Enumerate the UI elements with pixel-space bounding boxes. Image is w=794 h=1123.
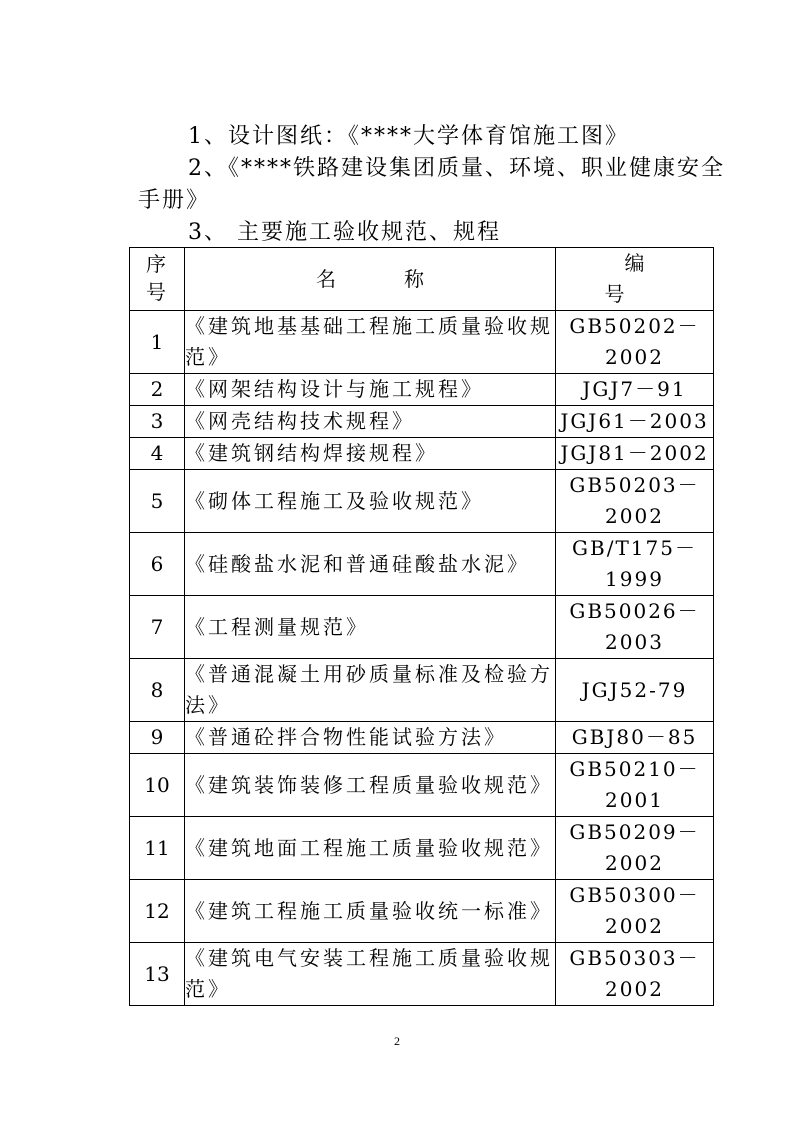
row-code: JGJ61－2003 <box>556 406 714 438</box>
row-name: 《建筑地基基础工程施工质量验收规范》 <box>185 311 556 374</box>
intro-line-1: 1、设计图纸：《****大学体育馆施工图》 <box>188 124 629 149</box>
table-row <box>130 470 714 533</box>
row-no: 2 <box>130 374 185 406</box>
row-no: 4 <box>130 438 185 470</box>
standards-table <box>129 247 714 1006</box>
row-code: GB50210－ 2001 <box>556 754 714 817</box>
intro-line-3: 3、 主要施工验收规范、规程 <box>188 220 501 245</box>
table-row <box>130 438 714 470</box>
table-row <box>130 374 714 406</box>
row-no: 7 <box>130 596 185 659</box>
table-row <box>130 659 714 722</box>
row-name: 《网架结构设计与施工规程》 <box>185 374 556 406</box>
table-row <box>130 533 714 596</box>
row-no: 1 <box>130 311 185 374</box>
row-name: 《建筑工程施工质量验收统一标准》 <box>185 880 556 943</box>
header-no: 序号 <box>130 248 185 311</box>
row-no: 9 <box>130 722 185 754</box>
header-code: 编号 <box>556 248 714 311</box>
row-name: 《建筑装饰装修工程质量验收规范》 <box>185 754 556 817</box>
row-no: 10 <box>130 754 185 817</box>
row-name: 《建筑地面工程施工质量验收规范》 <box>185 817 556 880</box>
row-name: 《硅酸盐水泥和普通硅酸盐水泥》 <box>185 533 556 596</box>
row-code: GB50203－ 2002 <box>556 470 714 533</box>
row-code: GB/T175－ 1999 <box>556 533 714 596</box>
row-name: 《砌体工程施工及验收规范》 <box>185 470 556 533</box>
row-code: GB50303－ 2002 <box>556 943 714 1006</box>
row-code: GBJ80－85 <box>556 722 714 754</box>
table-row <box>130 722 714 754</box>
row-code: JGJ52-79 <box>556 659 714 722</box>
row-no: 13 <box>130 943 185 1006</box>
table-row <box>130 754 714 817</box>
row-code: JGJ81－2002 <box>556 438 714 470</box>
intro-line-2-continued: 手册》 <box>138 188 211 213</box>
row-name: 《普通混凝土用砂质量标准及检验方法》 <box>185 659 556 722</box>
table-header-row <box>130 248 714 311</box>
table-row <box>130 311 714 374</box>
header-name: 名称 <box>185 248 556 311</box>
row-no: 8 <box>130 659 185 722</box>
row-name: 《普通砼拌合物性能试验方法》 <box>185 722 556 754</box>
row-name: 《建筑钢结构焊接规程》 <box>185 438 556 470</box>
row-code: GB50209－ 2002 <box>556 817 714 880</box>
table-row <box>130 817 714 880</box>
standards-table-body <box>130 248 714 1006</box>
table-row <box>130 596 714 659</box>
row-code: GB50202－ 2002 <box>556 311 714 374</box>
table-row <box>130 880 714 943</box>
row-no: 5 <box>130 470 185 533</box>
row-no: 11 <box>130 817 185 880</box>
row-name: 《网壳结构技术规程》 <box>185 406 556 438</box>
row-name: 《工程测量规范》 <box>185 596 556 659</box>
intro-line-2: 2、《****铁路建设集团质量、环境、职业健康安全 <box>188 156 725 181</box>
row-code: GB50026－ 2003 <box>556 596 714 659</box>
row-no: 6 <box>130 533 185 596</box>
row-no: 12 <box>130 880 185 943</box>
row-name: 《建筑电气安装工程施工质量验收规范》 <box>185 943 556 1006</box>
row-code: JGJ7－91 <box>556 374 714 406</box>
page-number: 2 <box>394 1034 400 1048</box>
row-no: 3 <box>130 406 185 438</box>
table-row <box>130 406 714 438</box>
table-row <box>130 943 714 1006</box>
row-code: GB50300－ 2002 <box>556 880 714 943</box>
